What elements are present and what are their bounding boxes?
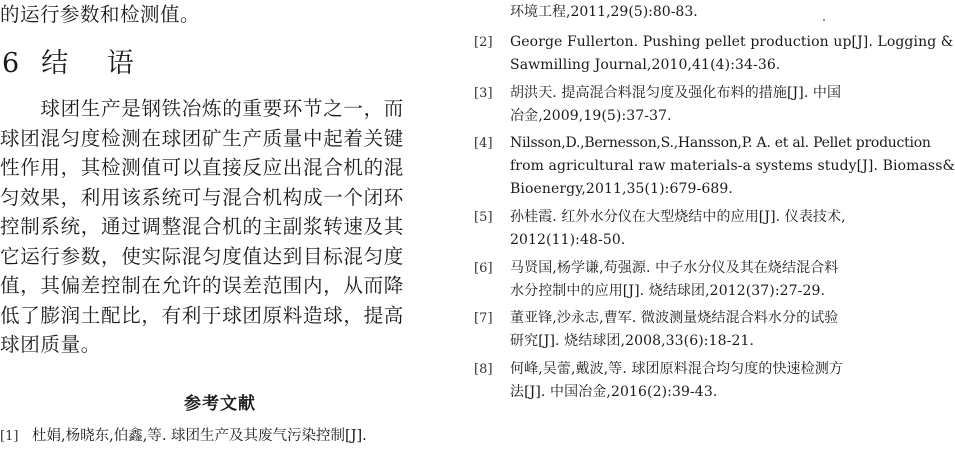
reference-number: [8] bbox=[474, 362, 493, 378]
paragraph-line: 球团混匀度检测在球团矿生产质量中起着关键 bbox=[0, 126, 405, 150]
reference-2 bbox=[474, 31, 954, 77]
paragraph-line: 低了膨润土配比，有利于球团原料造球，提高 bbox=[0, 303, 405, 327]
reference-text: 杜娟,杨晓东,伯鑫,等. 球团生产及其废气污染控制[J]. bbox=[32, 428, 367, 444]
reference-number: [4] bbox=[474, 136, 493, 152]
conclusion-paragraph bbox=[0, 94, 440, 360]
reference-5 bbox=[474, 206, 900, 252]
reference-text: Bioenergy,2011,35(1):679-689. bbox=[510, 181, 733, 198]
reference-text: from agricultural raw materials-a systems study[J]. Biomass& bbox=[510, 158, 955, 175]
paragraph-line: 匀效果，利用该系统可与混合机构成一个闭环 bbox=[0, 185, 405, 209]
reference-text: 孙桂霞. 红外水分仪在大型烧结中的应用[J]. 仪表技术, bbox=[510, 209, 846, 226]
paragraph-line: 球团质量。 bbox=[0, 333, 102, 356]
intro-text: 的运行参数和检测值。 bbox=[0, 3, 201, 26]
reference-text: 水分控制中的应用[J]. 烧结球团,2012(37):27-29. bbox=[510, 282, 826, 299]
section-heading bbox=[2, 44, 149, 84]
paragraph-line: 性作用，其检测值可以直接反应出混合机的混 bbox=[0, 156, 405, 179]
reference-text: 胡洪天. 提高混合料混匀度及强化布料的措施[J]. 中国 bbox=[510, 84, 842, 101]
paragraph-line: 球团生产是钢铁冶炼的重要环节之一，而 bbox=[0, 97, 405, 120]
reference-1 bbox=[0, 424, 367, 449]
reference-number: [5] bbox=[474, 210, 493, 226]
reference-7 bbox=[474, 307, 900, 353]
reference-text: George Fullerton. Pushing pellet production up[J]. Logging & bbox=[510, 34, 954, 50]
reference-text: 冶金,2009,19(5):37-37. bbox=[510, 107, 672, 124]
reference-6 bbox=[474, 257, 900, 303]
right-column bbox=[474, 0, 955, 409]
reference-number: [3] bbox=[474, 85, 493, 101]
scan-speck bbox=[823, 19, 825, 21]
reference-number: [2] bbox=[474, 35, 493, 50]
reference-text: Sawmilling Journal,2010,41(4):34-36. bbox=[510, 57, 781, 73]
reference-text: 何峰,吴蕾,戴波,等. 球团原料混合均匀度的快速检测方 bbox=[510, 361, 843, 378]
reference-4 bbox=[474, 132, 955, 201]
section-number: 6 bbox=[2, 48, 20, 79]
paragraph-line: 控制系统，通过调整混合机的主副浆转速及其 bbox=[0, 215, 405, 238]
reference-text: 马贤国,杨学谦,苟强源. 中子水分仪及其在烧结混合料 bbox=[510, 259, 839, 276]
reference-text: 法[J]. 中国冶金,2016(2):39-43. bbox=[510, 384, 718, 401]
reference-text: Nilsson,D.,Bernesson,S.,Hansson,P. A. et al. Pellet production bbox=[510, 135, 931, 152]
reference-text: 研究[J]. 烧结球团,2008,33(6):18-21. bbox=[510, 333, 755, 350]
reference-8 bbox=[474, 358, 900, 404]
reference-3 bbox=[474, 82, 900, 128]
reference-text: 董亚锋,沙永志,曹军. 微波测量烧结混合料水分的试验 bbox=[510, 310, 839, 327]
reference-number: [1] bbox=[0, 429, 19, 444]
reference-1-continuation: 环境工程,2011,29(5):80-83. bbox=[510, 4, 698, 20]
paragraph-line: 它运行参数，使实际混匀度值达到目标混匀度 bbox=[0, 244, 405, 268]
references-heading: 参考文献 bbox=[184, 394, 256, 414]
reference-number: [6] bbox=[474, 260, 493, 276]
reference-number: [7] bbox=[474, 311, 493, 327]
reference-text: 2012(11):48-50. bbox=[510, 232, 626, 249]
paragraph-line: 值，其偏差控制在允许的误差范围内，从而降 bbox=[0, 274, 405, 297]
section-title: 结 语 bbox=[41, 48, 149, 79]
